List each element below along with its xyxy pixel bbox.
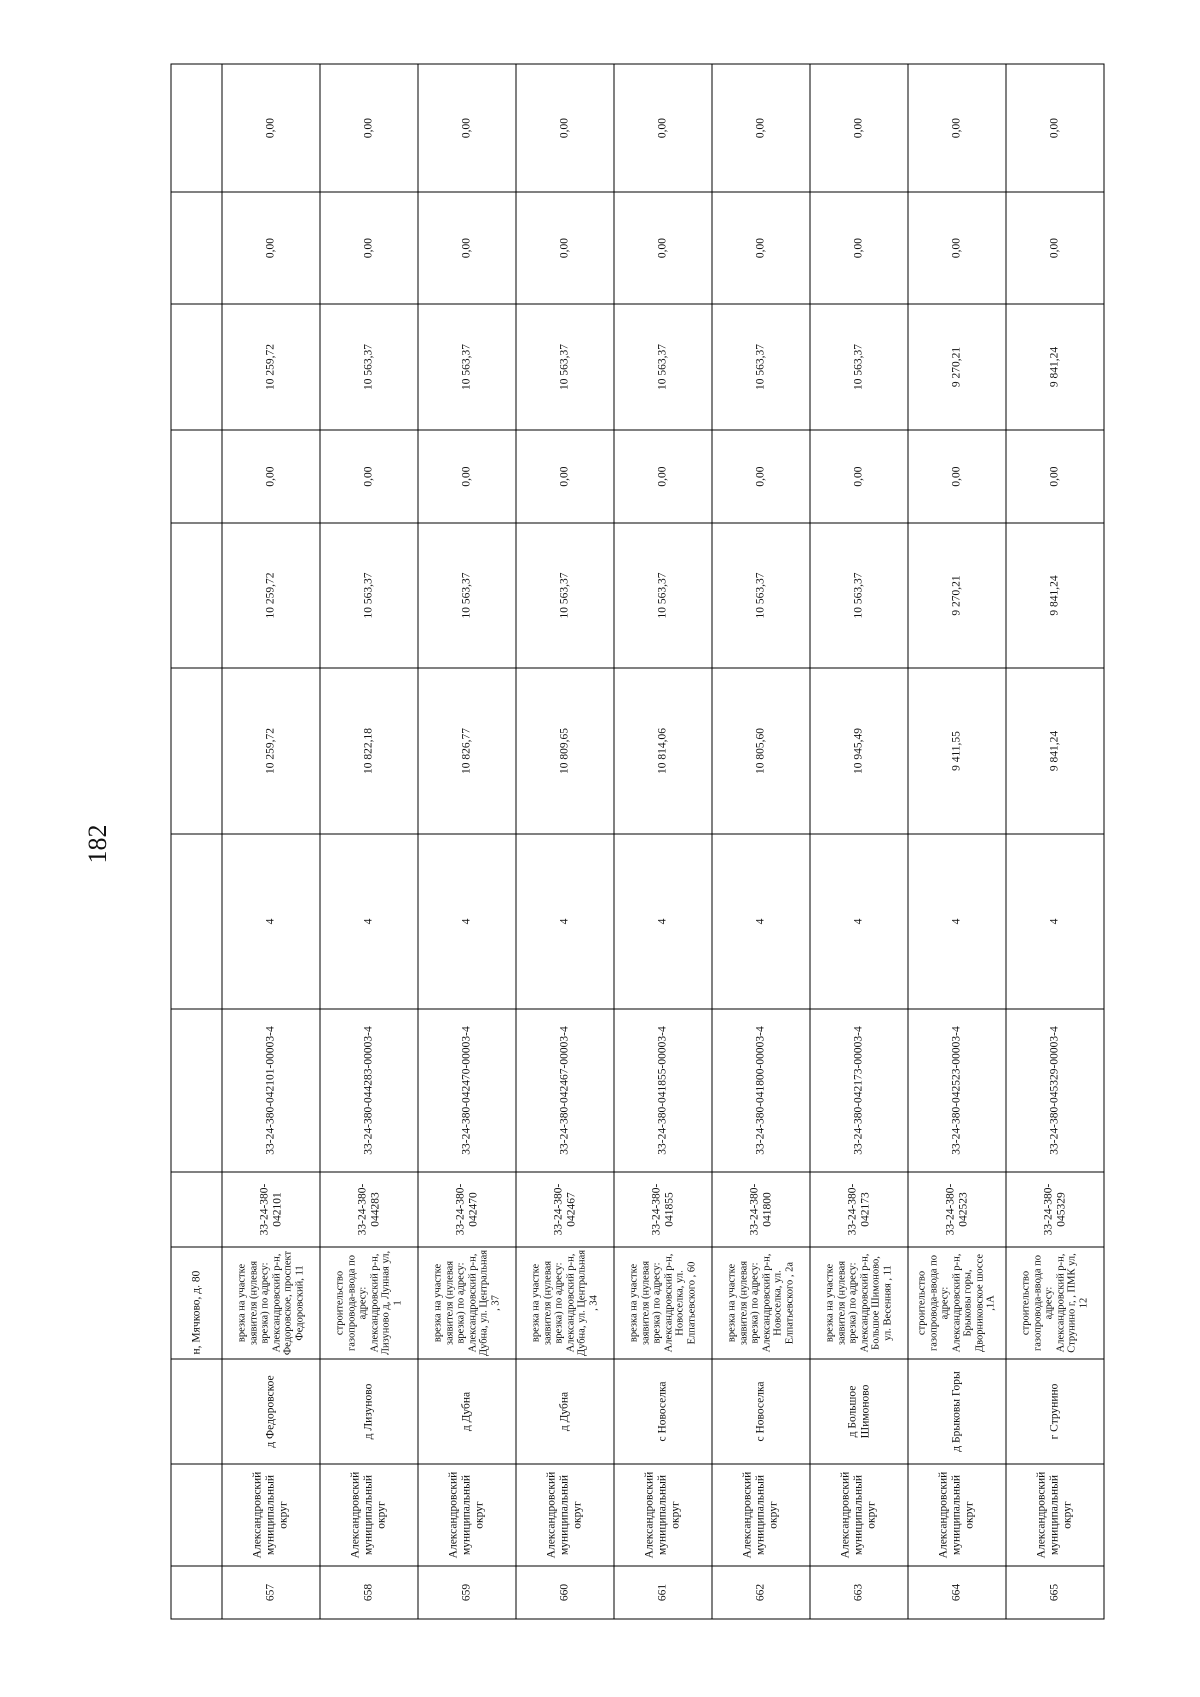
cell-settlement: д Брыковы Горы <box>908 1359 1006 1464</box>
cell-v3: 0,00 <box>908 430 1006 523</box>
cell-v5: 0,00 <box>908 192 1006 304</box>
cell-code: 33-24-380-044283-00003-4 <box>320 1009 418 1172</box>
cell-code <box>171 1009 222 1172</box>
cell-v6: 0,00 <box>516 64 614 192</box>
cell-cad: 33-24-380-042467 <box>516 1172 614 1247</box>
cell-v6: 0,00 <box>418 64 516 192</box>
cell-cad: 33-24-380-042523 <box>908 1172 1006 1247</box>
cell-v4: 9 841,24 <box>1006 304 1104 430</box>
cell-v2: 9 270,21 <box>908 523 1006 668</box>
cell-v1: 10 259,72 <box>222 668 320 834</box>
cell-v2: 10 259,72 <box>222 523 320 668</box>
cell-num: 660 <box>516 1566 614 1619</box>
table-row <box>320 64 418 1619</box>
cell-municipality <box>171 1464 222 1566</box>
cell-v5: 0,00 <box>614 192 712 304</box>
table-row <box>712 64 810 1619</box>
table-row-header <box>171 64 222 1619</box>
cell-v2 <box>171 523 222 668</box>
cell-work: строительство газопровода-ввода по адресу: Александровский р-н, Брыковы горы, Дворниковское шоссе ,1А <box>908 1247 1006 1359</box>
cell-work: врезка на участке заявителя (нулевая врезка) по адресу: Александровский р-н, Большое Шимоново, ул. Весенняя , 11 <box>810 1247 908 1359</box>
cell-code: 33-24-380-045329-00003-4 <box>1006 1009 1104 1172</box>
cell-code: 33-24-380-041855-00003-4 <box>614 1009 712 1172</box>
cell-v1 <box>171 668 222 834</box>
cell-municipality: Александровский муниципальный округ <box>712 1464 810 1566</box>
cell-work: строительство газопровода-ввода по адресу: Александровский р-н, Лизуново д, Лунная ул, 1 <box>320 1247 418 1359</box>
cell-v6: 0,00 <box>222 64 320 192</box>
cell-municipality: Александровский муниципальный округ <box>222 1464 320 1566</box>
cell-v2: 10 563,37 <box>712 523 810 668</box>
cell-cad: 33-24-380-044283 <box>320 1172 418 1247</box>
cell-settlement: с Новоселка <box>614 1359 712 1464</box>
cell-municipality: Александровский муниципальный округ <box>810 1464 908 1566</box>
cell-v5: 0,00 <box>320 192 418 304</box>
cell-v3: 0,00 <box>222 430 320 523</box>
cell-municipality: Александровский муниципальный округ <box>418 1464 516 1566</box>
cell-cat <box>171 834 222 1009</box>
cell-cad: 33-24-380-041855 <box>614 1172 712 1247</box>
cell-v1: 9 841,24 <box>1006 668 1104 834</box>
cell-cad: 33-24-380-045329 <box>1006 1172 1104 1247</box>
data-table <box>171 64 1105 1620</box>
cell-municipality: Александровский муниципальный округ <box>614 1464 712 1566</box>
cell-v4: 9 270,21 <box>908 304 1006 430</box>
cell-municipality: Александровский муниципальный округ <box>908 1464 1006 1566</box>
page-number: 182 <box>83 824 112 864</box>
cell-settlement <box>171 1359 222 1464</box>
cell-v3: 0,00 <box>516 430 614 523</box>
cell-v6: 0,00 <box>320 64 418 192</box>
cell-settlement: с Новоселка <box>712 1359 810 1464</box>
cell-num: 661 <box>614 1566 712 1619</box>
cell-v6: 0,00 <box>712 64 810 192</box>
cell-v3 <box>171 430 222 523</box>
cell-cat: 4 <box>908 834 1006 1009</box>
cell-code: 33-24-380-041800-00003-4 <box>712 1009 810 1172</box>
cell-code: 33-24-380-042470-00003-4 <box>418 1009 516 1172</box>
cell-municipality: Александровский муниципальный округ <box>320 1464 418 1566</box>
cell-v1: 10 945,49 <box>810 668 908 834</box>
cell-v1: 9 411,55 <box>908 668 1006 834</box>
cell-v4 <box>171 304 222 430</box>
cell-cat: 4 <box>516 834 614 1009</box>
table-row <box>418 64 516 1619</box>
table-row <box>614 64 712 1619</box>
cell-num: 662 <box>712 1566 810 1619</box>
cell-settlement: д Лизуново <box>320 1359 418 1464</box>
cell-cad: 33-24-380-042173 <box>810 1172 908 1247</box>
cell-prev-address: н, Мячково, д. 80 <box>171 1247 222 1359</box>
cell-cat: 4 <box>810 834 908 1009</box>
cell-cat: 4 <box>614 834 712 1009</box>
cell-v2: 10 563,37 <box>614 523 712 668</box>
cell-v2: 9 841,24 <box>1006 523 1104 668</box>
cell-cat: 4 <box>712 834 810 1009</box>
cell-v2: 10 563,37 <box>516 523 614 668</box>
cell-v1: 10 826,77 <box>418 668 516 834</box>
cell-v1: 10 805,60 <box>712 668 810 834</box>
cell-work: строительство газопровода-ввода по адресу: Александровский р-н, Струнино г, , ПМК ул, 12 <box>1006 1247 1104 1359</box>
cell-v3: 0,00 <box>1006 430 1104 523</box>
cell-settlement: д Федоровское <box>222 1359 320 1464</box>
cell-work: врезка на участке заявителя (нулевая врезка) по адресу: Александровский р-н, Дубна, ул. Центральная , 37 <box>418 1247 516 1359</box>
cell-num: 659 <box>418 1566 516 1619</box>
cell-v4: 10 563,37 <box>418 304 516 430</box>
cell-v5: 0,00 <box>222 192 320 304</box>
cell-num: 657 <box>222 1566 320 1619</box>
cell-settlement: д Большое Шимоново <box>810 1359 908 1464</box>
cell-v2: 10 563,37 <box>418 523 516 668</box>
cell-v5: 0,00 <box>516 192 614 304</box>
cell-v1: 10 809,65 <box>516 668 614 834</box>
cell-code: 33-24-380-042523-00003-4 <box>908 1009 1006 1172</box>
table-row <box>908 64 1006 1619</box>
cell-v6: 0,00 <box>1006 64 1104 192</box>
cell-cad: 33-24-380-042470 <box>418 1172 516 1247</box>
cell-municipality: Александровский муниципальный округ <box>516 1464 614 1566</box>
cell-v1: 10 814,06 <box>614 668 712 834</box>
cell-v3: 0,00 <box>320 430 418 523</box>
cell-v5: 0,00 <box>1006 192 1104 304</box>
table-row <box>516 64 614 1619</box>
cell-work: врезка на участке заявителя (нулевая врезка) по адресу: Александровский р-н, Федоровское, проспект Федоровский, 11 <box>222 1247 320 1359</box>
cell-v3: 0,00 <box>712 430 810 523</box>
cell-v3: 0,00 <box>810 430 908 523</box>
cell-cad: 33-24-380-042101 <box>222 1172 320 1247</box>
cell-v1: 10 822,18 <box>320 668 418 834</box>
cell-cat: 4 <box>222 834 320 1009</box>
cell-municipality: Александровский муниципальный округ <box>1006 1464 1104 1566</box>
table-row <box>222 64 320 1619</box>
cell-v4: 10 563,37 <box>320 304 418 430</box>
cell-v5: 0,00 <box>418 192 516 304</box>
cell-work: врезка на участке заявителя (нулевая врезка) по адресу: Александровский р-н, Новоселка, ул. Елпатьевского , 60 <box>614 1247 712 1359</box>
cell-cat: 4 <box>320 834 418 1009</box>
cell-v5: 0,00 <box>810 192 908 304</box>
cell-v6: 0,00 <box>908 64 1006 192</box>
cell-v3: 0,00 <box>418 430 516 523</box>
cell-v3: 0,00 <box>614 430 712 523</box>
table-row <box>1006 64 1104 1619</box>
cell-cat: 4 <box>1006 834 1104 1009</box>
table-row <box>810 64 908 1619</box>
cell-code: 33-24-380-042101-00003-4 <box>222 1009 320 1172</box>
cell-v4: 10 563,37 <box>712 304 810 430</box>
cell-work: врезка на участке заявителя (нулевая врезка) по адресу: Александровский р-н, Дубна, ул. Центральная , 34 <box>516 1247 614 1359</box>
table-sheet <box>171 65 1099 1620</box>
cell-work: врезка на участке заявителя (нулевая врезка) по адресу: Александровский р-н, Новоселка, ул. Елпатьевского , 2а <box>712 1247 810 1359</box>
cell-v2: 10 563,37 <box>810 523 908 668</box>
cell-v6: 0,00 <box>614 64 712 192</box>
cell-num: 664 <box>908 1566 1006 1619</box>
cell-num <box>171 1566 222 1619</box>
cell-v4: 10 563,37 <box>810 304 908 430</box>
cell-v2: 10 563,37 <box>320 523 418 668</box>
cell-settlement: г Струнино <box>1006 1359 1104 1464</box>
cell-v6 <box>171 64 222 192</box>
cell-code: 33-24-380-042173-00003-4 <box>810 1009 908 1172</box>
cell-num: 663 <box>810 1566 908 1619</box>
cell-v5: 0,00 <box>712 192 810 304</box>
cell-cat: 4 <box>418 834 516 1009</box>
cell-v6: 0,00 <box>810 64 908 192</box>
cell-settlement: д Дубна <box>418 1359 516 1464</box>
cell-cad: 33-24-380-041800 <box>712 1172 810 1247</box>
cell-v4: 10 259,72 <box>222 304 320 430</box>
cell-cad <box>171 1172 222 1247</box>
cell-num: 665 <box>1006 1566 1104 1619</box>
cell-num: 658 <box>320 1566 418 1619</box>
cell-settlement: д Дубна <box>516 1359 614 1464</box>
cell-code: 33-24-380-042467-00003-4 <box>516 1009 614 1172</box>
cell-v4: 10 563,37 <box>614 304 712 430</box>
cell-v5 <box>171 192 222 304</box>
cell-v4: 10 563,37 <box>516 304 614 430</box>
